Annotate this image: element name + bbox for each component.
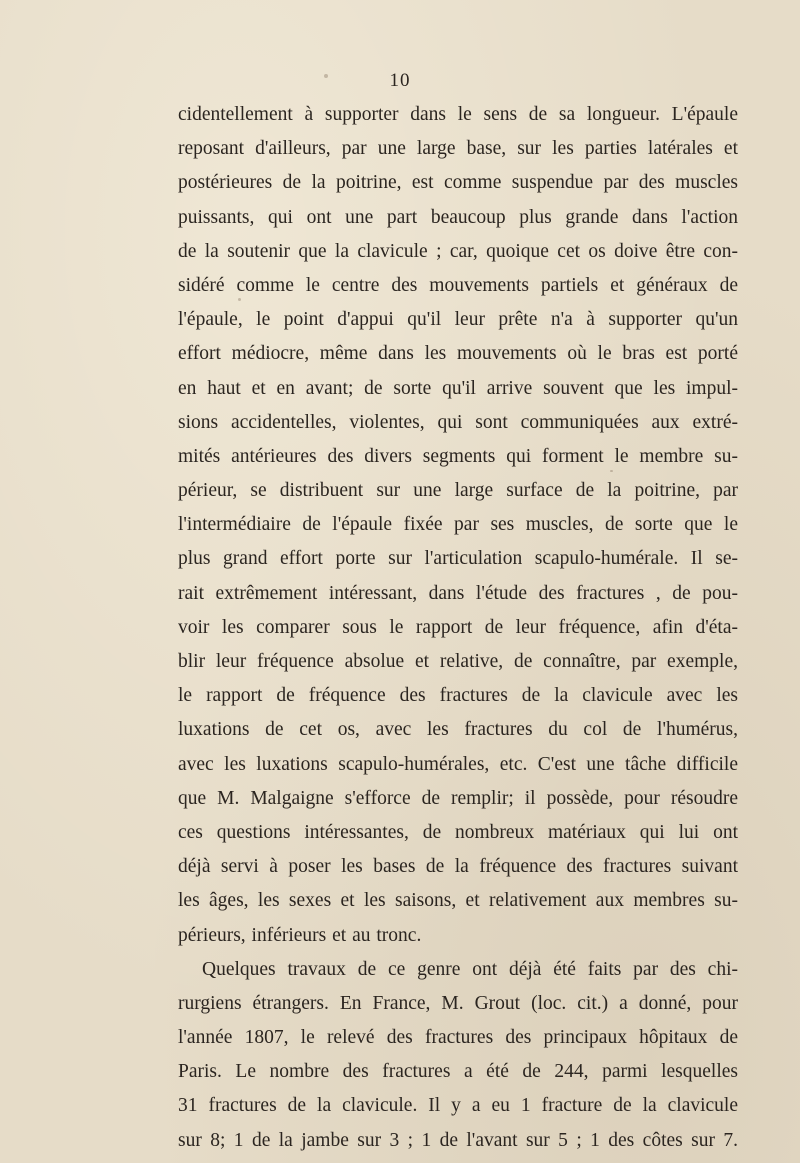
text-line: 31 fractures de la clavicule. Il y a eu 1 fracture de la clavicule (178, 1095, 738, 1117)
page-number: 10 (389, 70, 411, 91)
text-line: postérieures de la poitrine, est comme suspendue par des muscles (178, 172, 738, 194)
text-line: cidentellement à supporter dans le sens de sa longueur. L'épaule (178, 104, 738, 125)
text-line: les âges, les sexes et les saisons, et relativement aux membres su- (178, 890, 738, 912)
text-line: sur 8; 1 de la jambe sur 3 ; 1 de l'avant sur 5 ; 1 des côtes sur 7. (178, 1129, 738, 1151)
text-line: périeurs, inférieurs et au tronc. (178, 924, 422, 946)
text-line: rurgiens étrangers. En France, M. Grout (loc. cit.) a donné, pour (178, 992, 738, 1014)
text-line: périeur, se distribuent sur une large surface de la poitrine, par (178, 480, 738, 502)
body-text (178, 98, 738, 1158)
text-line: déjà servi à poser les bases de la fréquence des fractures suivant (178, 856, 738, 878)
text-line: l'année 1807, le relevé des fractures des principaux hôpitaux de (178, 1027, 738, 1049)
text-line: plus grand effort porte sur l'articulation scapulo-humérale. Il se- (178, 548, 738, 570)
text-line: que M. Malgaigne s'efforce de remplir; il possède, pour résoudre (178, 787, 738, 809)
text-line: de la soutenir que la clavicule ; car, quoique cet os doive être con- (178, 240, 738, 262)
text-line: reposant d'ailleurs, par une large base, sur les parties latérales et (178, 138, 738, 160)
text-line: effort médiocre, même dans les mouvements où le bras est porté (178, 343, 738, 365)
text-line: luxations de cet os, avec les fractures du col de l'humérus, (178, 719, 738, 741)
text-line: Quelques travaux de ce genre ont déjà été faits par des chi- (202, 958, 738, 980)
text-line: avec les luxations scapulo-humérales, etc. C'est une tâche difficile (178, 753, 738, 775)
text-line: le rapport de fréquence des fractures de la clavicule avec les (178, 685, 738, 707)
text-line: voir les comparer sous le rapport de leur fréquence, afin d'éta- (178, 616, 738, 638)
text-line: en haut et en avant; de sorte qu'il arrive souvent que les impul- (178, 377, 738, 399)
text-line: sidéré comme le centre des mouvements partiels et généraux de (178, 274, 738, 296)
text-line: l'intermédiaire de l'épaule fixée par ses muscles, de sorte que le (178, 514, 738, 536)
text-line: ces questions intéressantes, de nombreux matériaux qui lui ont (178, 821, 738, 843)
text-line: blir leur fréquence absolue et relative, de connaître, par exemple, (178, 651, 738, 672)
text-line: Paris. Le nombre des fractures a été de 244, parmi lesquelles (178, 1061, 738, 1083)
text-line: sions accidentelles, violentes, qui sont communiquées aux extré- (178, 411, 738, 433)
text-line: mités antérieures des divers segments qui forment le membre su- (178, 445, 738, 467)
text-line: rait extrêmement intéressant, dans l'étude des fractures , de pou- (178, 582, 738, 604)
text-line: puissants, qui ont une part beaucoup plus grande dans l'action (178, 206, 738, 228)
text-line: l'épaule, le point d'appui qu'il leur prête n'a à supporter qu'un (178, 309, 738, 331)
